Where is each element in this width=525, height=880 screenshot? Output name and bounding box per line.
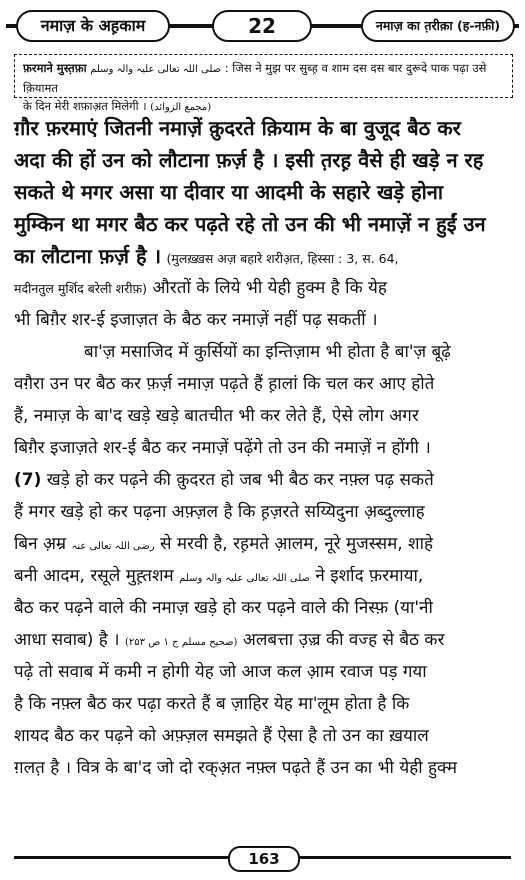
body-line-13: हैं मगर खड़े हो कर पढ़ना अफ़्ज़ल है कि ह़ज़रते सय्यिदुना अ़ब्दुल्लाह bbox=[14, 502, 425, 522]
body-line-3: सकते थे मगर असा या दीवार या आदमी के सहारे खड़े होना bbox=[14, 180, 444, 204]
saying-box bbox=[14, 54, 513, 113]
body-line-14-b: से मरवी है, रह़मते आ़लम, नूरे मुजस्सम, शाहे bbox=[160, 534, 434, 554]
salutation-inline: صلی اللہ تعالی علیہ والہ وسلم bbox=[179, 573, 311, 584]
body-line-15 bbox=[14, 560, 513, 592]
header-right-title: नमाज़ का त़रीक़ा (ह-नफ़ी) bbox=[361, 10, 515, 42]
body-line-16: बैठ कर पढ़ने वाले की नमाज़ खड़े हो कर पढ़ने वाले की निस्फ़ (या'नी bbox=[14, 598, 433, 618]
body-line-11: बिग़ैर इजाज़ते शर-ई बैठ कर नमाज़ें पढ़ेंगे तो उन की नमाज़ें न होंगी । bbox=[14, 438, 431, 458]
body-line-20: शायद बैठ कर पढ़ने को अफ़्ज़ल समझते हैं ऐसा है तो उन का ख़याल bbox=[14, 726, 429, 746]
reference-text-1: (मुलख़्ख़स अज़ बहारे शरीअ़त, हिस्सा : 3, स. 64, bbox=[166, 251, 399, 266]
header-left-title: नमाज़ के अह़काम bbox=[16, 10, 170, 42]
body-line-17-b: अलबत्ता उ़ज़्र की वज्ह से बैठ कर bbox=[242, 630, 445, 650]
honorific-text: رضی اللہ تعالی عنہ bbox=[71, 541, 155, 552]
saying-text-2: के दिन मेरी शफ़ाअ़त मिलेगी । bbox=[23, 99, 147, 113]
item-number: (7) bbox=[14, 470, 42, 490]
reference-text-2: मदीनतुल मुर्शिद बरेली शरीफ़) bbox=[14, 281, 147, 296]
body-line-1: ग़ौर फ़रमाएं जितनी नमाज़ें क़ुदरते क़ियाम के बा वुजूद बैठ कर bbox=[14, 116, 461, 140]
saying-ref: (مجمع الزوائد) bbox=[150, 102, 212, 113]
page-footer bbox=[0, 846, 525, 870]
body-line-9: वग़ैरा उन पर बैठ कर फ़र्ज़ नमाज़ पढ़ते हैं ह़ालां कि चल कर आए होते bbox=[14, 374, 435, 394]
body-line-2: अदा की हों उन को लौटाना फ़र्ज़ है । इसी त़रह़ वैसे ही खड़े न रह bbox=[14, 148, 484, 172]
body-line-5 bbox=[14, 240, 513, 272]
header-page-number: 22 bbox=[212, 10, 312, 42]
salutation-text: صلی اللہ تعالی علیہ والہ وسلم bbox=[90, 64, 222, 75]
footer-page-number: 163 bbox=[228, 846, 300, 872]
body-line-6-text: औरतों के लिये भी येही हुक्म है कि येह bbox=[152, 278, 387, 298]
body-line-12 bbox=[14, 464, 513, 496]
body-line-19: है कि नफ़्ल बैठ कर पढ़ा करते हैं ब ज़ाहिर येह मा'लूम होता है कि bbox=[14, 694, 410, 714]
body-line-18: पढ़े तो सवाब में कमी न होगी येह जो आज कल आ़म रवाज पड़ गया bbox=[14, 662, 427, 682]
saying-label: फ़रमाने मुस्त़फ़ा bbox=[23, 61, 87, 75]
page-header bbox=[6, 8, 519, 44]
body-line-14 bbox=[14, 528, 513, 560]
body-text bbox=[14, 112, 513, 784]
body-line-14-a: बिन अ़म्र bbox=[14, 534, 67, 554]
body-line-15-a: बनी आदम, रसूले मुह़्तशम bbox=[14, 566, 174, 586]
body-line-15-b: ने इर्शाद फ़रमाया, bbox=[315, 566, 424, 586]
body-line-12-text: खड़े हो कर पढ़ने की क़ुदरत हो जब भी बैठ कर नफ़्ल पढ़ सकते bbox=[46, 470, 434, 490]
body-line-10: हैं, नमाज़ के बा'द खड़े खड़े बातचीत भी कर लेते हैं, ऐसे लोग अगर bbox=[14, 406, 419, 426]
body-line-8: बा'ज़ मसाजिद में कुर्सियों का इन्तिज़ाम भी होता है बा'ज़ बूढ़े bbox=[84, 342, 451, 362]
body-line-7: भी बिग़ैर शर-ई इजाज़त के बैठ कर नमाज़ें नहीं पढ़ सकतीं । bbox=[14, 310, 378, 330]
saying-text-1: : जिस ने मुझ पर सुब्ह़ व शाम दस दस बार दुरूदे पाक पढ़ा उसे क़ियामत bbox=[23, 61, 487, 95]
body-line-6 bbox=[14, 272, 513, 304]
hadith-reference: (صحیح مسلم ج ۱ ص ۲۵۳) bbox=[125, 637, 238, 648]
body-line-4: मुम्किन था मगर बैठ कर पढ़ते रहे तो उन की भी नमाज़ें न हुईं उन bbox=[14, 212, 486, 236]
body-line-17 bbox=[14, 624, 513, 656]
body-line-17-a: आधा सवाब) है । bbox=[14, 630, 120, 650]
body-line-21: ग़लत़ है । वित्र के बा'द जो दो रक्अ़त नफ़्ल पढ़ते हैं उन का भी येही हुक्म bbox=[14, 758, 458, 778]
body-line-5-bold: का लौटाना फ़र्ज़ है । bbox=[14, 244, 162, 268]
